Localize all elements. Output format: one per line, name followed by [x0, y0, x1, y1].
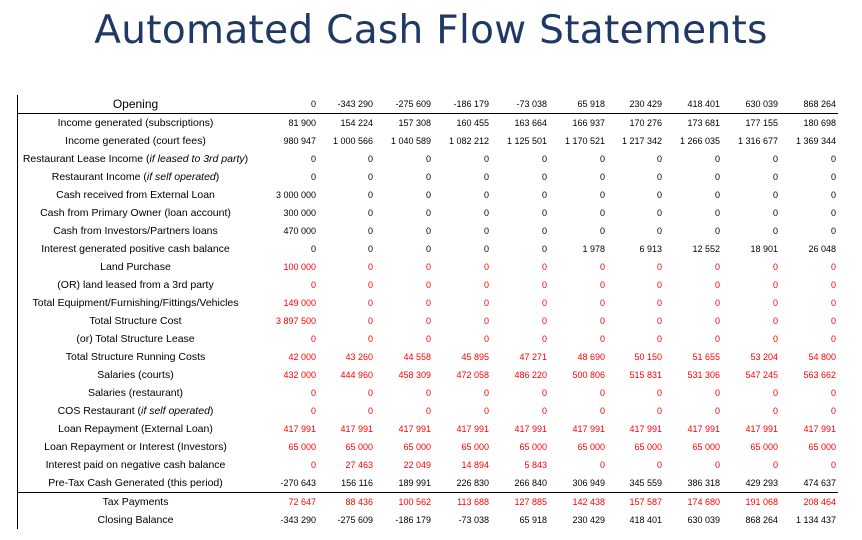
row-label: Pre-Tax Cash Generated (this period)	[48, 477, 223, 489]
row-label: Tax Payments	[18, 493, 253, 512]
period-7-value: 230 429	[607, 95, 664, 114]
period-4-value: 0	[483, 244, 489, 254]
period-1-value: 42 000	[288, 352, 316, 362]
period-3-value: 0	[425, 154, 431, 164]
period-10-value: 0	[830, 262, 836, 272]
period-4-value: 14 894	[461, 460, 489, 470]
period-7-value: 0	[656, 226, 662, 236]
period-4-value: 113 688	[433, 493, 491, 512]
period-2-value: 65 000	[345, 442, 373, 452]
row-label: Cash received from External Loan	[56, 189, 215, 201]
period-6-value: 0	[599, 406, 605, 416]
period-10-value: 1 369 344	[795, 136, 836, 146]
period-8-value: 0	[714, 172, 720, 182]
period-7-value: 0	[656, 406, 662, 416]
period-9-value: 0	[772, 388, 778, 398]
period-3-value: 0	[425, 244, 431, 254]
period-6-value: 417 991	[572, 424, 605, 434]
period-8-value: 531 306	[687, 370, 720, 380]
period-10-value: 0	[830, 172, 836, 182]
table-row-income-generated-subscriptions	[18, 114, 838, 133]
table-row-loan-repayment-or-interest-investors	[18, 438, 838, 456]
slide-title: Automated Cash Flow Statements	[94, 8, 768, 53]
period-7-value: 1 217 342	[621, 136, 662, 146]
period-10-value: 0	[830, 208, 836, 218]
period-6-value: 0	[599, 172, 605, 182]
period-3-value: 1 040 589	[390, 136, 431, 146]
label-qualifier: if leased to 3rd party	[149, 153, 245, 165]
period-7-value: 0	[656, 388, 662, 398]
table-row-salaries-courts	[18, 366, 838, 384]
period-7-value: 345 559	[629, 478, 662, 488]
period-1-value: 81 900	[288, 118, 316, 128]
period-8-value: 174 680	[664, 493, 722, 512]
period-8-value: 0	[714, 388, 720, 398]
period-8-value: 51 655	[692, 352, 720, 362]
table-row-land-purchase	[18, 258, 838, 276]
period-2-value: 0	[367, 298, 373, 308]
period-2-value: 444 960	[340, 370, 373, 380]
period-9-value: 18 901	[750, 244, 778, 254]
period-10-value: 65 000	[808, 442, 836, 452]
period-2-value: -343 290	[318, 95, 375, 114]
period-1-value: 0	[310, 280, 316, 290]
period-7-value: 0	[656, 172, 662, 182]
period-9-value: 177 155	[745, 118, 778, 128]
period-10-value: 0	[830, 226, 836, 236]
period-4-value: 1 082 212	[448, 136, 489, 146]
period-8-value: 0	[714, 226, 720, 236]
row-label: Salaries (courts)	[97, 369, 174, 381]
row-label: (OR) land leased from a 3rd party	[57, 279, 214, 291]
period-2-value: 156 116	[341, 478, 373, 488]
period-10-value: 0	[830, 316, 836, 326]
table-row-cash-from-primary-owner-loan-account	[18, 204, 838, 222]
period-5-value: 65 918	[519, 515, 547, 525]
period-5-value: 0	[541, 226, 547, 236]
period-6-value: 230 429	[572, 515, 605, 525]
period-7-value: 0	[656, 154, 662, 164]
period-1-value: 0	[310, 244, 316, 254]
period-7-value: 0	[656, 334, 662, 344]
period-4-value: 0	[483, 316, 489, 326]
period-1-value: 0	[310, 406, 316, 416]
period-4-value: -73 038	[458, 515, 489, 525]
row-label: Salaries (restaurant)	[87, 387, 184, 399]
period-1-value: 0	[310, 334, 316, 344]
row-label: Cash from Primary Owner (loan account)	[40, 207, 231, 219]
period-6-value: 0	[599, 262, 605, 272]
period-5-value: 127 885	[491, 493, 549, 512]
period-9-value: 65 000	[750, 442, 778, 452]
period-6-value: 0	[599, 190, 605, 200]
period-3-value: 0	[425, 226, 431, 236]
period-10-value: 563 662	[803, 370, 836, 380]
period-5-value: 0	[541, 316, 547, 326]
period-9-value: 0	[772, 298, 778, 308]
period-10-value: 180 698	[803, 118, 836, 128]
period-8-value: 173 681	[687, 118, 720, 128]
period-3-value: 0	[425, 388, 431, 398]
period-10-value: 54 800	[808, 352, 836, 362]
period-3-value: 189 991	[398, 478, 431, 488]
period-6-value: 48 690	[577, 352, 605, 362]
period-9-value: 429 293	[745, 478, 778, 488]
row-label: Total Equipment/Furnishing/Fittings/Vehicles	[32, 297, 239, 309]
label-qualifier: if self operated	[146, 171, 216, 183]
period-8-value: 386 318	[687, 478, 720, 488]
row-label: Interest generated positive cash balance	[41, 243, 230, 255]
period-9-value: 0	[772, 316, 778, 326]
table-row-cash-received-from-external-loan	[18, 186, 838, 204]
period-7-value: 0	[656, 208, 662, 218]
period-8-value: 1 266 035	[679, 136, 720, 146]
period-4-value: 0	[483, 154, 489, 164]
period-1-value: 149 000	[283, 298, 316, 308]
table-row-or-total-structure-lease	[18, 330, 838, 348]
period-9-value: 0	[772, 172, 778, 182]
period-8-value: 65 000	[692, 442, 720, 452]
period-2-value: 88 436	[318, 493, 375, 512]
period-6-value: 0	[599, 298, 605, 308]
period-4-value: 472 058	[456, 370, 489, 380]
period-2-value: 417 991	[340, 424, 373, 434]
period-1-value: 3 897 500	[275, 316, 316, 326]
period-10-value: 474 637	[803, 478, 836, 488]
period-10-value: 0	[830, 406, 836, 416]
table-row-total-structure-cost	[18, 312, 838, 330]
period-5-value: 1 125 501	[506, 136, 547, 146]
row-label: Loan Repayment or Interest (Investors)	[44, 441, 227, 453]
row-label: Land Purchase	[100, 261, 171, 273]
table-row-total-equipment-furnishing-fittings-vehicles	[18, 294, 838, 312]
period-4-value: 417 991	[456, 424, 489, 434]
period-3-value: 100 562	[375, 493, 433, 512]
label-qualifier: if self operated	[141, 405, 210, 417]
period-5-value: 0	[541, 334, 547, 344]
row-label: Total Structure Running Costs	[65, 351, 206, 363]
period-10-value: 868 264	[780, 95, 838, 114]
period-7-value: 6 913	[639, 244, 662, 254]
period-9-value: 1 316 677	[737, 136, 778, 146]
period-1-value: 432 000	[283, 370, 316, 380]
period-6-value: 166 937	[572, 118, 605, 128]
period-2-value: 43 260	[345, 352, 373, 362]
period-4-value: 0	[483, 262, 489, 272]
period-3-value: 0	[425, 280, 431, 290]
period-4-value: 65 000	[461, 442, 489, 452]
period-4-value: 0	[483, 208, 489, 218]
period-9-value: 0	[772, 406, 778, 416]
period-9-value: 547 245	[745, 370, 778, 380]
period-3-value: 0	[425, 262, 431, 272]
period-5-value: 65 000	[519, 442, 547, 452]
period-10-value: 0	[830, 298, 836, 308]
period-3-value: -186 179	[395, 515, 431, 525]
period-6-value: 0	[599, 388, 605, 398]
period-7-value: 50 150	[634, 352, 662, 362]
period-1-value: 3 000 000	[275, 190, 316, 200]
table-row-income-generated-court-fees	[18, 132, 838, 150]
period-8-value: 0	[714, 406, 720, 416]
table-row-total-structure-running-costs	[18, 348, 838, 366]
period-6-value: 0	[599, 154, 605, 164]
table-row-loan-repayment-external-loan	[18, 420, 838, 438]
period-7-value: 0	[656, 280, 662, 290]
table-row-cos-restaurant-if-self-operated	[18, 402, 838, 420]
period-8-value: 0	[714, 280, 720, 290]
period-7-value: 0	[656, 262, 662, 272]
period-9-value: 630 039	[722, 95, 780, 114]
period-9-value: 0	[772, 262, 778, 272]
period-4-value: 0	[483, 298, 489, 308]
period-3-value: 0	[425, 334, 431, 344]
period-7-value: 157 587	[607, 493, 664, 512]
period-2-value: 27 463	[345, 460, 373, 470]
table-row-closing-balance	[18, 511, 838, 529]
row-label: Loan Repayment (External Loan)	[58, 423, 213, 435]
period-7-value: 418 401	[629, 515, 662, 525]
period-2-value: 0	[367, 316, 373, 326]
period-6-value: 1 170 521	[564, 136, 605, 146]
period-4-value: 0	[483, 334, 489, 344]
period-1-value: 100 000	[283, 262, 316, 272]
period-4-value: 226 830	[456, 478, 489, 488]
period-8-value: 0	[714, 208, 720, 218]
period-5-value: 0	[541, 172, 547, 182]
period-10-value: 0	[830, 460, 836, 470]
period-6-value: 142 438	[549, 493, 607, 512]
period-2-value: 0	[367, 388, 373, 398]
row-label: Closing Balance	[97, 514, 174, 526]
period-10-value: 1 134 437	[795, 515, 836, 525]
period-7-value: 0	[656, 298, 662, 308]
period-10-value: 0	[830, 190, 836, 200]
period-3-value: 0	[425, 316, 431, 326]
cash-flow-table-body	[18, 95, 838, 529]
period-8-value: 0	[714, 460, 720, 470]
period-5-value: 417 991	[514, 424, 547, 434]
period-3-value: -275 609	[375, 95, 433, 114]
period-4-value: 0	[483, 190, 489, 200]
table-row-restaurant-income-if-self-operated	[18, 168, 838, 186]
table-row-or-land-leased-from-a-3rd-party	[18, 276, 838, 294]
period-2-value: 154 224	[340, 118, 373, 128]
period-8-value: 0	[714, 298, 720, 308]
period-8-value: 0	[714, 262, 720, 272]
period-1-value: 300 000	[283, 208, 316, 218]
period-4-value: 0	[483, 226, 489, 236]
table-row-interest-paid-on-negative-cash-balance	[18, 456, 838, 474]
period-6-value: 0	[599, 460, 605, 470]
period-9-value: 0	[772, 226, 778, 236]
period-9-value: 53 204	[750, 352, 778, 362]
period-5-value: 163 664	[514, 118, 547, 128]
period-5-value: 0	[541, 154, 547, 164]
period-8-value: 0	[714, 316, 720, 326]
period-3-value: 157 308	[398, 118, 431, 128]
period-1-value: 65 000	[288, 442, 316, 452]
period-7-value: 0	[656, 316, 662, 326]
period-5-value: 47 271	[519, 352, 547, 362]
period-7-value: 0	[656, 460, 662, 470]
row-label: Opening	[18, 95, 253, 114]
period-3-value: 22 049	[403, 460, 431, 470]
period-2-value: 0	[367, 154, 373, 164]
period-1-value: 417 991	[283, 424, 316, 434]
table-row-interest-generated-positive-cash-balance	[18, 240, 838, 258]
period-6-value: 0	[599, 316, 605, 326]
period-1-value: 0	[310, 172, 316, 182]
period-6-value: 0	[599, 226, 605, 236]
period-1-value: 0	[310, 460, 316, 470]
period-8-value: 417 991	[687, 424, 720, 434]
period-8-value: 418 401	[664, 95, 722, 114]
period-4-value: 160 455	[456, 118, 489, 128]
period-6-value: 500 806	[572, 370, 605, 380]
period-6-value: 0	[599, 280, 605, 290]
period-6-value: 0	[599, 208, 605, 218]
period-5-value: 0	[541, 388, 547, 398]
period-10-value: 0	[830, 334, 836, 344]
period-8-value: 12 552	[692, 244, 720, 254]
period-9-value: 0	[772, 154, 778, 164]
period-2-value: 0	[367, 190, 373, 200]
period-7-value: 170 276	[629, 118, 662, 128]
period-1-value: 980 947	[283, 136, 316, 146]
period-9-value: 0	[772, 460, 778, 470]
row-label: (or) Total Structure Lease	[76, 333, 195, 345]
period-6-value: 306 949	[572, 478, 605, 488]
period-8-value: 0	[714, 334, 720, 344]
period-2-value: 0	[367, 280, 373, 290]
period-1-value: -343 290	[280, 515, 316, 525]
period-6-value: 1 978	[582, 244, 605, 254]
period-1-value: 0	[253, 95, 318, 114]
period-3-value: 0	[425, 208, 431, 218]
period-6-value: 65 918	[549, 95, 607, 114]
period-10-value: 0	[830, 388, 836, 398]
period-9-value: 0	[772, 190, 778, 200]
period-2-value: 0	[367, 172, 373, 182]
period-5-value: 486 220	[514, 370, 547, 380]
period-5-value: 0	[541, 244, 547, 254]
period-3-value: 458 309	[398, 370, 431, 380]
table-row-pre-tax-cash-generated-this-period	[18, 474, 838, 493]
period-3-value: 44 558	[403, 352, 431, 362]
period-1-value: 0	[310, 388, 316, 398]
period-10-value: 208 464	[780, 493, 838, 512]
period-1-value: -270 643	[280, 478, 316, 488]
period-3-value: 0	[425, 190, 431, 200]
period-9-value: 0	[772, 334, 778, 344]
period-5-value: 0	[541, 280, 547, 290]
row-label: Cash from Investors/Partners loans	[53, 225, 218, 237]
period-10-value: 417 991	[803, 424, 836, 434]
period-2-value: 0	[367, 334, 373, 344]
period-3-value: 0	[425, 406, 431, 416]
period-4-value: 45 895	[461, 352, 489, 362]
row-label: COS Restaurant (if self operated)	[57, 405, 214, 417]
period-1-value: 0	[310, 154, 316, 164]
period-5-value: 0	[541, 406, 547, 416]
table-row-restaurant-lease-income-if-leased-to-3rd-party	[18, 150, 838, 168]
period-2-value: 0	[367, 244, 373, 254]
cash-flow-table	[18, 95, 838, 529]
period-6-value: 0	[599, 334, 605, 344]
table-row-tax-payments	[18, 493, 838, 512]
period-5-value: 0	[541, 190, 547, 200]
row-label: Total Structure Cost	[89, 315, 182, 327]
period-2-value: -275 609	[337, 515, 373, 525]
table-row-salaries-restaurant	[18, 384, 838, 402]
row-label: Income generated (subscriptions)	[57, 117, 214, 129]
period-4-value: 0	[483, 172, 489, 182]
period-10-value: 26 048	[808, 244, 836, 254]
period-4-value: -186 179	[433, 95, 491, 114]
period-7-value: 515 831	[629, 370, 662, 380]
row-label: Income generated (court fees)	[65, 135, 206, 147]
period-7-value: 417 991	[629, 424, 662, 434]
period-5-value: 0	[541, 262, 547, 272]
period-2-value: 1 000 566	[332, 136, 373, 146]
period-5-value: 266 840	[514, 478, 547, 488]
table-row-cash-from-investors-partners-loans	[18, 222, 838, 240]
period-9-value: 0	[772, 208, 778, 218]
period-9-value: 868 264	[745, 515, 778, 525]
period-10-value: 0	[830, 280, 836, 290]
period-7-value: 65 000	[634, 442, 662, 452]
period-9-value: 191 068	[722, 493, 780, 512]
period-8-value: 0	[714, 154, 720, 164]
period-9-value: 417 991	[745, 424, 778, 434]
row-label: Interest paid on negative cash balance	[45, 459, 226, 471]
row-label: Restaurant Income (if self operated)	[51, 171, 220, 183]
period-3-value: 0	[425, 298, 431, 308]
period-5-value: 5 843	[524, 460, 547, 470]
period-3-value: 417 991	[398, 424, 431, 434]
period-4-value: 0	[483, 406, 489, 416]
period-8-value: 630 039	[687, 515, 720, 525]
period-5-value: -73 038	[491, 95, 549, 114]
period-8-value: 0	[714, 190, 720, 200]
period-2-value: 0	[367, 262, 373, 272]
table-row-opening	[18, 95, 838, 114]
period-1-value: 470 000	[283, 226, 316, 236]
period-2-value: 0	[367, 406, 373, 416]
period-4-value: 0	[483, 280, 489, 290]
period-2-value: 0	[367, 208, 373, 218]
period-7-value: 0	[656, 190, 662, 200]
period-2-value: 0	[367, 226, 373, 236]
row-label: Restaurant Lease Income (if leased to 3rd party)	[22, 153, 249, 165]
period-5-value: 0	[541, 208, 547, 218]
period-3-value: 65 000	[403, 442, 431, 452]
period-4-value: 0	[483, 388, 489, 398]
period-3-value: 0	[425, 172, 431, 182]
period-6-value: 65 000	[577, 442, 605, 452]
period-1-value: 72 647	[253, 493, 318, 512]
period-5-value: 0	[541, 298, 547, 308]
period-10-value: 0	[830, 154, 836, 164]
period-9-value: 0	[772, 280, 778, 290]
